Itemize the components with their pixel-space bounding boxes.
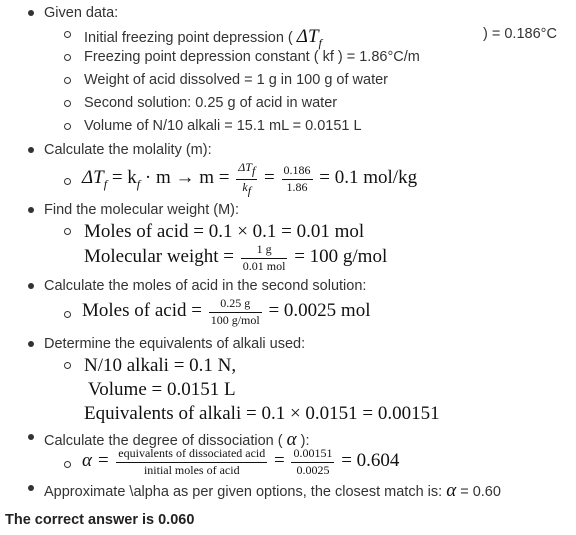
given-header: Given data: xyxy=(44,5,119,21)
fraction-0186-over-186: $\frac{0.186}{1.86}$ xyxy=(283,163,311,194)
sub-bullet xyxy=(64,178,71,185)
mw-header: Find the molecular weight (M): xyxy=(44,202,240,218)
fraction-000151-over-00025: $\frac{0.00151}{0.0025}$ xyxy=(293,446,333,477)
given-line-2: Freezing point depression constant ( kf ) = 1.86°C/m xyxy=(84,49,420,65)
bullet xyxy=(28,207,34,213)
mw-moles-line: Moles of acid = 0.1 × 0.1 = 0.01 mol xyxy=(84,221,365,242)
equiv-header: Determine the equivalents of alkali used: xyxy=(44,336,306,352)
bullet xyxy=(28,147,34,153)
fraction-equivalents-over-moles: $\frac{\text{equivalents of dissociated acid}}{\text{initial moles of acid}}$ xyxy=(118,446,266,477)
molality-header: Calculate the molality (m): xyxy=(44,142,212,158)
equiv-line-1: N/10 alkali = 0.1 N, xyxy=(84,355,237,376)
sub-bullet xyxy=(64,362,71,369)
sub-bullet xyxy=(64,54,71,61)
approx-line: Approximate \alpha as per given options, the closest match is: α = 0.60 xyxy=(44,480,501,501)
bullet xyxy=(28,10,34,16)
fraction-delta-over-kf: $\frac{\Delta T_f}{k_f}$ xyxy=(238,160,256,198)
correct-answer: The correct answer is 0.060 xyxy=(5,512,195,528)
molality-equation: $\Delta T_f = k_f \cdot m \to m$ = $\frac{\Delta T_f}{k_f}$ = $\frac{0.186}{1.86}$ = 0.1 mol/kg xyxy=(82,160,418,198)
moles2-equation: Moles of acid = $\frac{0.25 g}{\text{100 g/mol}}$ = 0.0025 mol xyxy=(82,296,371,327)
moles2-header: Calculate the moles of acid in the second solution: xyxy=(44,278,367,294)
sub-bullet xyxy=(64,311,71,318)
sub-bullet xyxy=(64,77,71,84)
alpha-equation: α = $\frac{\text{equivalents of dissociated acid}}{\text{initial moles of acid}}$ = $\frac{0.00151}{0.0025}$ = 0.604 xyxy=(82,446,400,477)
mw-equation: Molecular weight = $\frac{1 g}{\text{0.01 mol}}$ = 100 g/mol xyxy=(84,242,388,273)
alpha-header: Calculate the degree of dissociation ( α ): xyxy=(44,429,310,450)
sub-bullet xyxy=(64,31,71,38)
bullet xyxy=(28,283,34,289)
given-line-4: Second solution: 0.25 g of acid in water xyxy=(84,95,338,111)
given-line-5: Volume of N/10 alkali = 15.1 mL = 0.0151 L xyxy=(84,118,362,134)
given-line-3: Weight of acid dissolved = 1 g in 100 g of water xyxy=(84,72,389,88)
sub-bullet xyxy=(64,228,71,235)
fraction-025g-over-100gmol: $\frac{0.25 g}{\text{100 g/mol}}$ xyxy=(210,296,260,327)
bullet xyxy=(28,434,34,440)
delta-t-f: $\Delta T_f$ xyxy=(296,26,322,50)
fraction-1g-over-001mol: $\frac{1 g}{\text{0.01 mol}}$ xyxy=(242,242,286,273)
bullet xyxy=(28,341,34,347)
sub-bullet xyxy=(64,123,71,130)
given-line-1: Initial freezing point depression ( $\Delta T_f$ xyxy=(84,26,322,50)
given-line-1-suffix: ) = 0.186°C xyxy=(483,26,557,42)
bullet xyxy=(28,485,34,491)
equiv-line-2: Volume = 0.0151 L xyxy=(88,379,236,400)
equiv-line-3: Equivalents of alkali = 0.1 × 0.0151 = 0.00151 xyxy=(84,403,440,424)
sub-bullet xyxy=(64,461,71,468)
sub-bullet xyxy=(64,100,71,107)
